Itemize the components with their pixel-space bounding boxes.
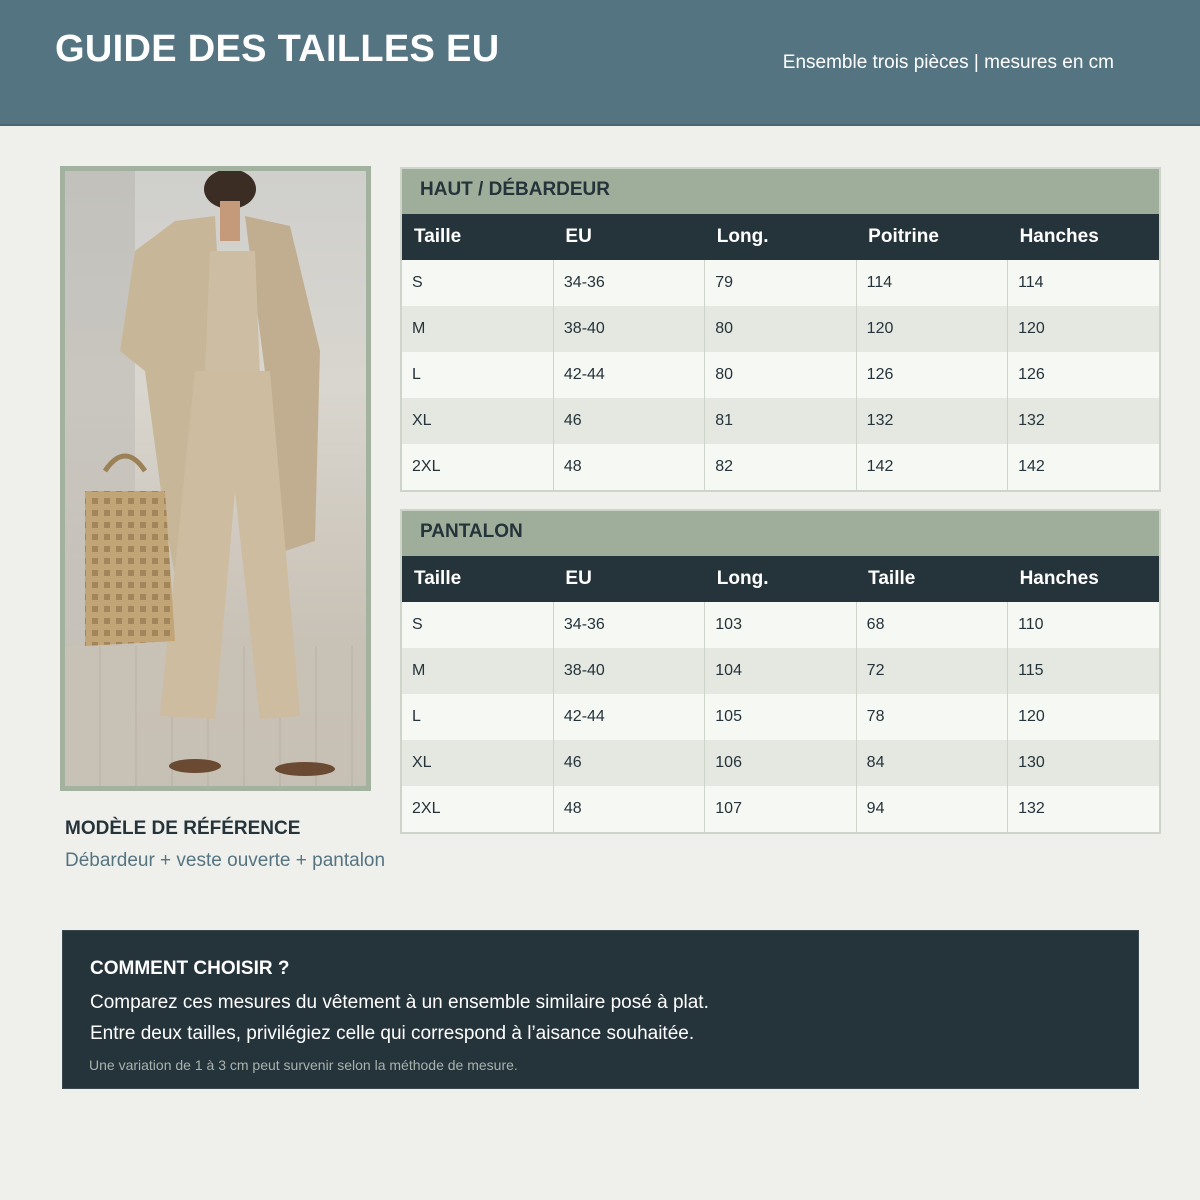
- column-header: EU: [553, 556, 704, 602]
- table-cell: 42-44: [553, 694, 704, 740]
- column-header: Hanches: [1008, 214, 1159, 260]
- table-row: [402, 260, 1159, 306]
- page-title: GUIDE DES TAILLES EU: [55, 28, 500, 70]
- pants-table-header-row: [402, 556, 1159, 602]
- column-header: Taille: [402, 214, 553, 260]
- table-cell: 110: [1008, 602, 1159, 648]
- model-reference-description: Débardeur + veste ouverte + pantalon: [65, 850, 386, 871]
- table-cell: 132: [1008, 786, 1159, 832]
- table-cell: 2XL: [402, 786, 553, 832]
- table-cell: 84: [856, 740, 1007, 786]
- table-cell: 94: [856, 786, 1007, 832]
- table-cell: 106: [705, 740, 856, 786]
- how-to-choose-panel: [62, 930, 1139, 1089]
- table-cell: 120: [1008, 694, 1159, 740]
- table-cell: 46: [553, 740, 704, 786]
- table-cell: 104: [705, 648, 856, 694]
- table-row: [402, 648, 1159, 694]
- pants-table-title: PANTALON: [402, 511, 1159, 556]
- table-cell: 115: [1008, 648, 1159, 694]
- column-header: Taille: [856, 556, 1007, 602]
- page-subtitle: Ensemble trois pièces | mesures en cm: [782, 52, 1114, 73]
- table-cell: 80: [705, 306, 856, 352]
- table-cell: M: [402, 306, 553, 352]
- column-header: EU: [553, 214, 704, 260]
- table-row: [402, 786, 1159, 832]
- table-cell: M: [402, 648, 553, 694]
- table-cell: 126: [1008, 352, 1159, 398]
- top-size-table: [400, 167, 1161, 492]
- table-cell: L: [402, 352, 553, 398]
- tips-title: COMMENT CHOISIR ?: [90, 958, 290, 979]
- column-header: Long.: [705, 214, 856, 260]
- table-cell: L: [402, 694, 553, 740]
- table-row: [402, 398, 1159, 444]
- model-photo-frame: [60, 166, 371, 791]
- table-cell: 81: [705, 398, 856, 444]
- table-cell: 103: [705, 602, 856, 648]
- table-cell: 80: [705, 352, 856, 398]
- tips-line-1: Comparez ces mesures du vêtement à un ensemble similaire posé à plat.: [90, 992, 709, 1013]
- top-table-header-row: [402, 214, 1159, 260]
- table-cell: 142: [1008, 444, 1159, 490]
- table-row: [402, 694, 1159, 740]
- table-cell: 107: [705, 786, 856, 832]
- table-cell: 114: [856, 260, 1007, 306]
- table-row: [402, 352, 1159, 398]
- table-cell: 105: [705, 694, 856, 740]
- table-row: [402, 444, 1159, 490]
- table-cell: S: [402, 260, 553, 306]
- table-row: [402, 306, 1159, 352]
- table-cell: 132: [1008, 398, 1159, 444]
- table-cell: 120: [1008, 306, 1159, 352]
- table-cell: 114: [1008, 260, 1159, 306]
- table-cell: XL: [402, 740, 553, 786]
- table-cell: 78: [856, 694, 1007, 740]
- column-header: Long.: [705, 556, 856, 602]
- table-cell: 68: [856, 602, 1007, 648]
- table-cell: 130: [1008, 740, 1159, 786]
- table-cell: 126: [856, 352, 1007, 398]
- table-cell: 38-40: [553, 648, 704, 694]
- model-figure-illustration: [65, 171, 366, 786]
- table-cell: 42-44: [553, 352, 704, 398]
- table-cell: 2XL: [402, 444, 553, 490]
- table-row: [402, 602, 1159, 648]
- table-cell: 38-40: [553, 306, 704, 352]
- table-row: [402, 740, 1159, 786]
- table-cell: 79: [705, 260, 856, 306]
- column-header: Taille: [402, 556, 553, 602]
- table-cell: 48: [553, 786, 704, 832]
- model-reference-title: MODÈLE DE RÉFÉRENCE: [65, 818, 301, 839]
- table-cell: 34-36: [553, 602, 704, 648]
- pants-table: [402, 556, 1159, 832]
- pants-size-table: [400, 509, 1161, 834]
- table-cell: 82: [705, 444, 856, 490]
- column-header: Poitrine: [856, 214, 1007, 260]
- table-cell: S: [402, 602, 553, 648]
- top-table: [402, 214, 1159, 490]
- table-cell: XL: [402, 398, 553, 444]
- model-photo: [65, 171, 366, 786]
- tips-line-2: Entre deux tailles, privilégiez celle qui correspond à l’aisance souhaitée.: [90, 1023, 695, 1044]
- table-cell: 46: [553, 398, 704, 444]
- table-cell: 34-36: [553, 260, 704, 306]
- page-header: [0, 0, 1200, 126]
- tips-note: Une variation de 1 à 3 cm peut survenir selon la méthode de mesure.: [89, 1057, 518, 1073]
- top-table-title: HAUT / DÉBARDEUR: [402, 169, 1159, 214]
- table-cell: 132: [856, 398, 1007, 444]
- table-cell: 142: [856, 444, 1007, 490]
- table-cell: 72: [856, 648, 1007, 694]
- table-cell: 48: [553, 444, 704, 490]
- column-header: Hanches: [1008, 556, 1159, 602]
- table-cell: 120: [856, 306, 1007, 352]
